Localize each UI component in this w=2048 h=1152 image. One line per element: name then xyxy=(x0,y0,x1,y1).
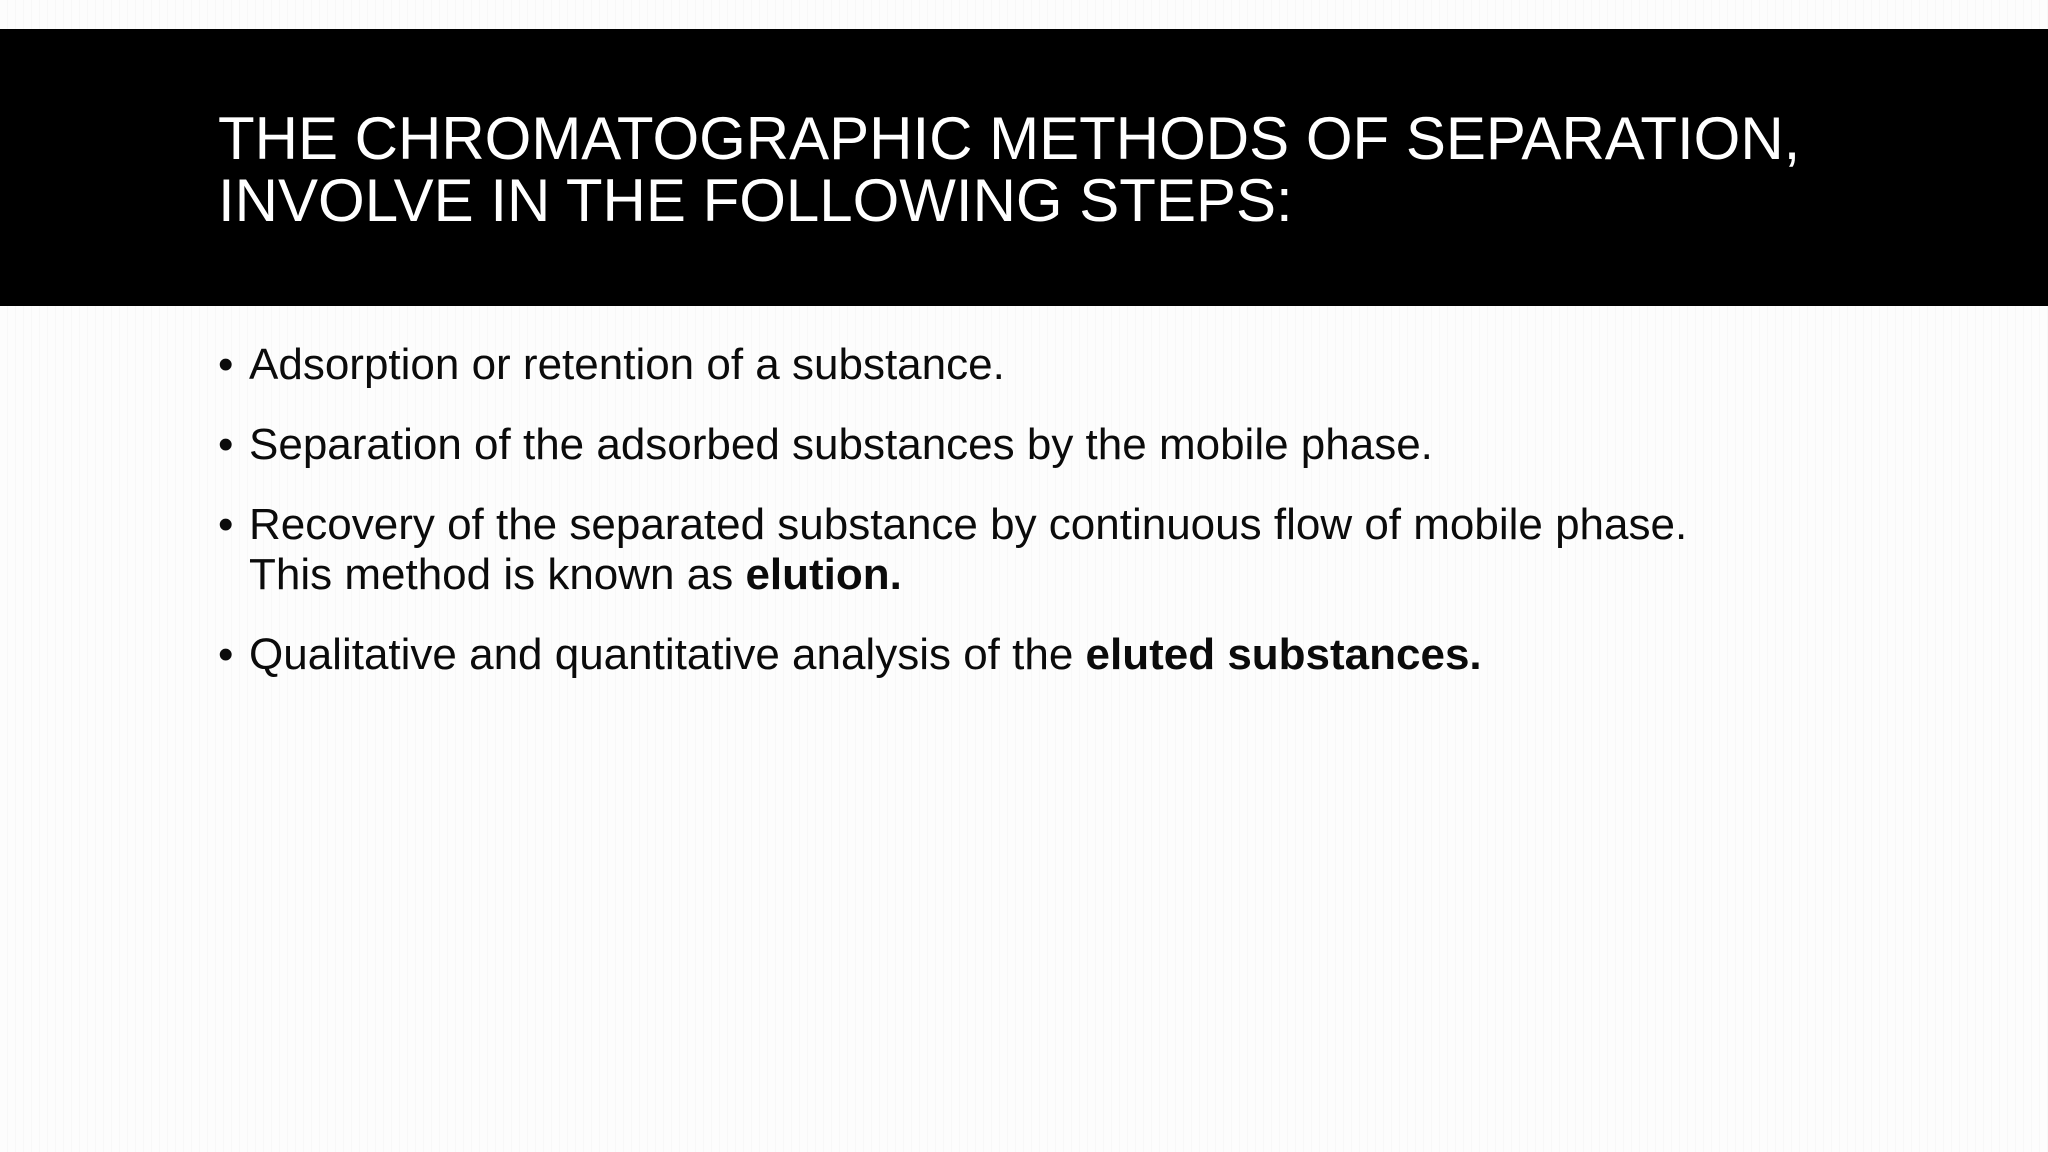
bullet-text-line-2 xyxy=(249,550,1868,600)
slide-title xyxy=(218,105,1918,234)
bullet-text-plain: This method is known as xyxy=(249,550,746,599)
bullet-item-adsorption xyxy=(218,340,1868,390)
bullet-text: Adsorption or retention of a substance. xyxy=(249,340,1005,389)
bullet-text-plain: Qualitative and quantitative analysis of the xyxy=(249,630,1086,679)
bullet-item-separation xyxy=(218,420,1868,470)
bullet-text: Separation of the adsorbed substances by the mobile phase. xyxy=(249,420,1433,469)
slide-title-line-2: INVOLVE IN THE FOLLOWING STEPS: xyxy=(218,167,1293,234)
bullet-icon: • xyxy=(218,340,234,389)
bullet-item-recovery xyxy=(218,500,1868,600)
bullet-text-bold: eluted substances. xyxy=(1085,630,1482,679)
bullet-icon: • xyxy=(218,500,234,549)
bullet-list xyxy=(218,340,1868,710)
bullet-item-analysis xyxy=(218,630,1868,680)
bullet-text xyxy=(249,630,1868,680)
slide-title-line-1: THE CHROMATOGRAPHIC METHODS OF SEPARATION, xyxy=(218,105,1801,172)
bullet-text-bold: elution. xyxy=(745,550,902,599)
bullet-icon: • xyxy=(218,420,234,469)
bullet-text-line-1: Recovery of the separated substance by continuous flow of mobile phase. xyxy=(249,500,1688,549)
bullet-icon: • xyxy=(218,630,234,679)
